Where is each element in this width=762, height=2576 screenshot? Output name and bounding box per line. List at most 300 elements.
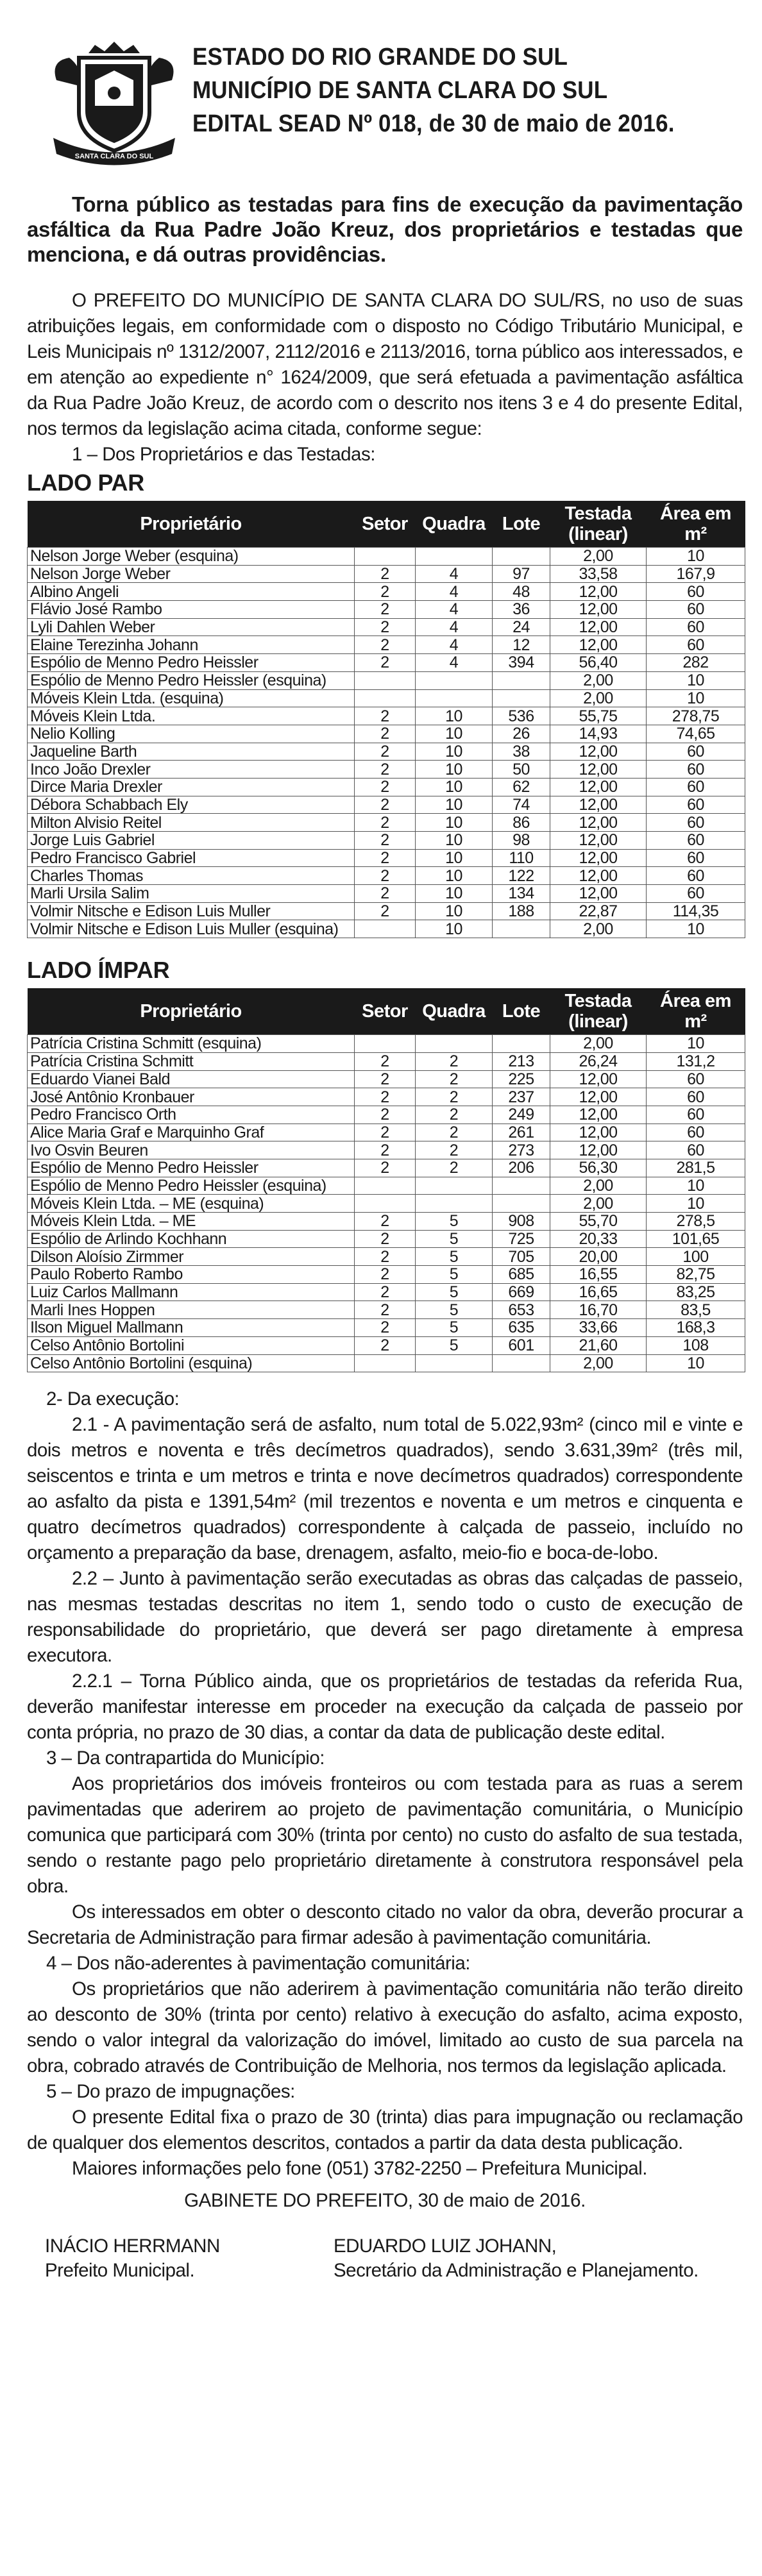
area-cell: 60: [647, 1106, 745, 1124]
area-cell: 82,75: [647, 1266, 745, 1284]
lote-cell: 134: [493, 885, 550, 903]
area-cell: 60: [647, 814, 745, 832]
owner-cell: Lyli Dahlen Weber: [28, 618, 355, 636]
lote-cell: 237: [493, 1088, 550, 1106]
lote-cell: 97: [493, 565, 550, 583]
owner-cell: Móveis Klein Ltda.: [28, 707, 355, 725]
area-cell: 60: [647, 583, 745, 601]
table-row: [28, 1195, 745, 1213]
quadra-cell: [416, 1177, 493, 1195]
table-row: [28, 725, 745, 743]
setor-cell: 2: [355, 1283, 416, 1301]
testada-cell: 12,00: [550, 618, 647, 636]
area-cell: 60: [647, 867, 745, 885]
gabinete-line: GABINETE DO PREFEITO, 30 de maio de 2016.: [184, 2190, 586, 2212]
paragraph-2-2: 2.2 – Junto à pavimentação serão executadas as obras das calçadas de passeio, nas mesmas testadas descritas no item 1, sendo todo o custo de execução de responsabilidade do proprietário, que deverá ser pago diretamente à empresa executora.: [27, 1568, 743, 1667]
col-lote: Lote: [493, 501, 550, 548]
quadra-cell: 5: [416, 1248, 493, 1266]
setor-cell: 2: [355, 583, 416, 601]
setor-cell: 2: [355, 778, 416, 796]
owner-cell: Jorge Luis Gabriel: [28, 832, 355, 850]
paragraph-2-1: 2.1 - A pavimentação será de asfalto, num total de 5.022,93m² (cinco mil e vinte e dois metros e noventa e três decímetros quadrados), sendo 3.631,39m² (três mil, seiscentos e trinta e um metros e trinta e nove decímetros quadrados) correspondente ao asfalto da pista e 1391,54m² (mil trezentos e noventa e um metros e cinquenta e quatro decímetros quadrados) correspondente à calçada de passeio, incluído no orçamento a preparação da base, drenagem, asfalto, meio-fio e boca-de-lobo.: [27, 1414, 743, 1564]
testada-cell: 2,00: [550, 671, 647, 689]
setor-cell: 2: [355, 707, 416, 725]
owner-cell: Dilson Aloísio Zirmmer: [28, 1248, 355, 1266]
area-cell: 60: [647, 778, 745, 796]
table-row: [28, 778, 745, 796]
setor-cell: 2: [355, 1124, 416, 1141]
quadra-cell: [416, 689, 493, 707]
owner-cell: José Antônio Kronbauer: [28, 1088, 355, 1106]
quadra-cell: 2: [416, 1159, 493, 1177]
testada-cell: 2,00: [550, 1035, 647, 1053]
col-setor: Setor: [355, 501, 416, 548]
contact-info: Maiores informações pelo fone (051) 3782-2250 – Prefeitura Municipal.: [72, 2158, 647, 2180]
quadra-cell: 5: [416, 1213, 493, 1231]
testada-cell: 12,00: [550, 601, 647, 619]
owner-cell: Ivo Osvin Beuren: [28, 1141, 355, 1159]
area-cell: 114,35: [647, 902, 745, 920]
table-row: [28, 1301, 745, 1319]
col-testada: Testada (linear): [550, 501, 647, 548]
signature-secretary: [334, 2234, 698, 2283]
section-3-heading: 3 – Da contrapartida do Município:: [46, 1747, 325, 1769]
testada-cell: 12,00: [550, 743, 647, 761]
col-testada: Testada (linear): [550, 988, 647, 1035]
lote-cell: 635: [493, 1319, 550, 1337]
area-cell: 83,25: [647, 1283, 745, 1301]
area-cell: 60: [647, 636, 745, 654]
paragraph-3b: Os interessados em obter o desconto citado no valor da obra, deverão procurar a Secretaria de Administração para firmar adesão à pavimentação comunitária.: [27, 1901, 743, 1949]
lote-cell: 225: [493, 1070, 550, 1088]
quadra-cell: 4: [416, 636, 493, 654]
setor-cell: 2: [355, 1213, 416, 1231]
area-cell: 60: [647, 832, 745, 850]
secretary-name: EDUARDO LUIZ JOHANN,: [334, 2235, 557, 2257]
quadra-cell: 10: [416, 832, 493, 850]
section-4-heading: 4 – Dos não-aderentes à pavimentação comunitária:: [46, 1953, 470, 1974]
quadra-cell: 10: [416, 920, 493, 938]
owner-cell: Celso Antônio Bortolini (esquina): [28, 1354, 355, 1372]
lado-par-rows: [28, 548, 745, 938]
lote-cell: 48: [493, 583, 550, 601]
paragraph-5: O presente Edital fixa o prazo de 30 (trinta) dias para impugnação ou reclamação de qualquer dos elementos descritos, contados a partir da data desta publicação.: [27, 2107, 743, 2154]
quadra-cell: 10: [416, 867, 493, 885]
setor-cell: [355, 1354, 416, 1372]
table-row: [28, 1248, 745, 1266]
table-row: [28, 743, 745, 761]
table-row: [28, 654, 745, 672]
lote-cell: [493, 671, 550, 689]
setor-cell: 2: [355, 654, 416, 672]
setor-cell: 2: [355, 1301, 416, 1319]
quadra-cell: 10: [416, 743, 493, 761]
area-cell: 100: [647, 1248, 745, 1266]
lote-cell: 261: [493, 1124, 550, 1141]
col-area: Área em m²: [647, 501, 745, 548]
table-row: [28, 1336, 745, 1354]
lote-cell: 122: [493, 867, 550, 885]
table-row: [28, 1141, 745, 1159]
testada-cell: 12,00: [550, 1088, 647, 1106]
paragraph-3a: Aos proprietários dos imóveis fronteiros ou com testada para as ruas a serem pavimentadas que aderirem ao projeto de pavimentação comunitária, o Município comunica que participará com 30% (trinta por cento) no custo do asfalto de sua testada, sendo o restante pago pelo proprietário diretamente à construtora responsável pela obra.: [27, 1773, 743, 1898]
lote-cell: 62: [493, 778, 550, 796]
table-row: [28, 814, 745, 832]
area-cell: 101,65: [647, 1230, 745, 1248]
testada-cell: 14,93: [550, 725, 647, 743]
quadra-cell: 2: [416, 1088, 493, 1106]
table-row: [28, 1124, 745, 1141]
testada-cell: 12,00: [550, 867, 647, 885]
setor-cell: 2: [355, 601, 416, 619]
setor-cell: 2: [355, 565, 416, 583]
setor-cell: [355, 689, 416, 707]
owner-cell: Pedro Francisco Gabriel: [28, 849, 355, 867]
edital-summary: Torna público as testadas para fins de execução da pavimentação asfáltica da Rua Padre João Kreuz, dos proprietários e testadas que menciona, e dá outras providências.: [27, 192, 743, 266]
quadra-cell: 10: [416, 814, 493, 832]
lado-impar-rows: [28, 1035, 745, 1372]
owner-cell: Débora Schabbach Ely: [28, 796, 355, 814]
area-cell: 60: [647, 618, 745, 636]
setor-cell: 2: [355, 1052, 416, 1070]
testada-cell: 33,58: [550, 565, 647, 583]
setor-cell: 2: [355, 796, 416, 814]
intro-paragraph: O PREFEITO DO MUNICÍPIO DE SANTA CLARA DO SUL/RS, no uso de suas atribuições legais, em conformidade com o disposto no Código Tributário Municipal, e Leis Municipais nº 1312/2007, 2112/2016 e 2113/2016, torna público aos interessados, e em atenção ao expediente n° 1624/2009, que será efetuada a pavimentação asfáltica da Rua Padre João Kreuz, de acordo com o descrito nos itens 3 e 4 do presente Edital, nos termos da legislação acima citada, conforme segue:: [27, 290, 743, 439]
lote-cell: [493, 689, 550, 707]
lado-impar-table: [27, 988, 745, 1372]
area-cell: 278,5: [647, 1213, 745, 1231]
table-row: [28, 1052, 745, 1070]
quadra-cell: 10: [416, 778, 493, 796]
area-cell: 60: [647, 743, 745, 761]
col-quadra: Quadra: [416, 501, 493, 548]
testada-cell: 12,00: [550, 636, 647, 654]
table-row: [28, 618, 745, 636]
testada-cell: 2,00: [550, 548, 647, 566]
owner-cell: Espólio de Arlindo Kochhann: [28, 1230, 355, 1248]
testada-cell: 55,75: [550, 707, 647, 725]
owner-cell: Eduardo Vianei Bald: [28, 1070, 355, 1088]
lote-cell: 12: [493, 636, 550, 654]
testada-cell: 12,00: [550, 885, 647, 903]
lote-cell: 86: [493, 814, 550, 832]
area-cell: 281,5: [647, 1159, 745, 1177]
quadra-cell: 10: [416, 849, 493, 867]
area-cell: 60: [647, 1124, 745, 1141]
setor-cell: 2: [355, 1070, 416, 1088]
lote-cell: 50: [493, 761, 550, 779]
quadra-cell: 5: [416, 1283, 493, 1301]
area-cell: 10: [647, 920, 745, 938]
document-header: [27, 35, 743, 170]
owner-cell: Flávio José Rambo: [28, 601, 355, 619]
quadra-cell: 5: [416, 1319, 493, 1337]
testada-cell: 20,33: [550, 1230, 647, 1248]
col-setor: Setor: [355, 988, 416, 1035]
signature-mayor: [45, 2234, 220, 2283]
table-row: [28, 849, 745, 867]
owner-cell: Patrícia Cristina Schmitt: [28, 1052, 355, 1070]
setor-cell: 2: [355, 1159, 416, 1177]
testada-cell: 56,30: [550, 1159, 647, 1177]
owner-cell: Nelson Jorge Weber: [28, 565, 355, 583]
table-row: [28, 1354, 745, 1372]
lote-cell: 601: [493, 1336, 550, 1354]
quadra-cell: 5: [416, 1266, 493, 1284]
owner-cell: Nelson Jorge Weber (esquina): [28, 548, 355, 566]
lote-cell: [493, 1035, 550, 1053]
owner-cell: Ilson Miguel Mallmann: [28, 1319, 355, 1337]
lote-cell: 908: [493, 1213, 550, 1231]
lote-cell: 98: [493, 832, 550, 850]
testada-cell: 21,60: [550, 1336, 647, 1354]
owner-cell: Patrícia Cristina Schmitt (esquina): [28, 1035, 355, 1053]
col-owner: Proprietário: [28, 501, 355, 548]
lado-impar-heading: LADO ÍMPAR: [27, 957, 170, 984]
owner-cell: Milton Alvisio Reitel: [28, 814, 355, 832]
testada-cell: 12,00: [550, 832, 647, 850]
owner-cell: Móveis Klein Ltda. – ME (esquina): [28, 1195, 355, 1213]
setor-cell: 2: [355, 1141, 416, 1159]
table-row: [28, 1106, 745, 1124]
owner-cell: Nelio Kolling: [28, 725, 355, 743]
quadra-cell: 10: [416, 885, 493, 903]
lote-cell: 36: [493, 601, 550, 619]
area-cell: 108: [647, 1336, 745, 1354]
table-row: [28, 796, 745, 814]
table-row: [28, 1230, 745, 1248]
area-cell: 60: [647, 796, 745, 814]
owner-cell: Celso Antônio Bortolini: [28, 1336, 355, 1354]
owner-cell: Espólio de Menno Pedro Heissler (esquina): [28, 1177, 355, 1195]
owner-cell: Volmir Nitsche e Edison Luis Muller (esquina): [28, 920, 355, 938]
quadra-cell: 2: [416, 1106, 493, 1124]
setor-cell: [355, 1195, 416, 1213]
area-cell: 60: [647, 849, 745, 867]
table-row: [28, 565, 745, 583]
quadra-cell: 10: [416, 725, 493, 743]
setor-cell: 2: [355, 885, 416, 903]
setor-cell: 2: [355, 743, 416, 761]
paragraph-4: Os proprietários que não aderirem à pavimentação comunitária não terão direito ao desconto de 30% (trinta por cento) relativo à execução do asfalto, acima exposto, sendo o valor integral da valorização do imóvel, limitado ao custo de sua parcela na obra, cobrado através de Contribuição de Melhoria, nos termos da legislação aplicada.: [27, 1978, 743, 2077]
owner-cell: Pedro Francisco Orth: [28, 1106, 355, 1124]
table-row: [28, 636, 745, 654]
table-row: [28, 1070, 745, 1088]
testada-cell: 26,24: [550, 1052, 647, 1070]
table-row: [28, 885, 745, 903]
crest-ribbon-text: SANTA CLARA DO SUL: [74, 153, 154, 160]
quadra-cell: 5: [416, 1230, 493, 1248]
setor-cell: 2: [355, 1336, 416, 1354]
setor-cell: 2: [355, 867, 416, 885]
owner-cell: Dirce Maria Drexler: [28, 778, 355, 796]
quadra-cell: [416, 1354, 493, 1372]
table-row: [28, 583, 745, 601]
quadra-cell: 5: [416, 1301, 493, 1319]
testada-cell: 12,00: [550, 761, 647, 779]
setor-cell: [355, 671, 416, 689]
area-cell: 10: [647, 671, 745, 689]
lote-cell: 725: [493, 1230, 550, 1248]
owner-cell: Charles Thomas: [28, 867, 355, 885]
testada-cell: 33,66: [550, 1319, 647, 1337]
quadra-cell: 4: [416, 618, 493, 636]
testada-cell: 2,00: [550, 1195, 647, 1213]
area-cell: 74,65: [647, 725, 745, 743]
area-cell: 10: [647, 689, 745, 707]
lote-cell: 74: [493, 796, 550, 814]
setor-cell: 2: [355, 1319, 416, 1337]
area-cell: 131,2: [647, 1052, 745, 1070]
lote-cell: 536: [493, 707, 550, 725]
paragraph-2-2-1: 2.2.1 – Torna Público ainda, que os proprietários de testadas da referida Rua, deverão manifestar interesse em proceder na execução da calçada de passeio por conta própria, no prazo de 30 dias, a contar da data de publicação deste edital.: [27, 1671, 743, 1744]
setor-cell: 2: [355, 1230, 416, 1248]
testada-cell: 12,00: [550, 849, 647, 867]
municipality-title: MUNICÍPIO DE SANTA CLARA DO SUL: [192, 77, 608, 104]
lote-cell: 394: [493, 654, 550, 672]
testada-cell: 12,00: [550, 583, 647, 601]
quadra-cell: 2: [416, 1141, 493, 1159]
coat-of-arms-icon: [44, 42, 185, 170]
lote-cell: 213: [493, 1052, 550, 1070]
owner-cell: Móveis Klein Ltda. – ME: [28, 1213, 355, 1231]
lote-cell: 38: [493, 743, 550, 761]
setor-cell: 2: [355, 832, 416, 850]
setor-cell: 2: [355, 725, 416, 743]
setor-cell: 2: [355, 1248, 416, 1266]
lote-cell: [493, 1354, 550, 1372]
quadra-cell: 2: [416, 1070, 493, 1088]
section-5-heading: 5 – Do prazo de impugnações:: [46, 2081, 295, 2103]
quadra-cell: 10: [416, 796, 493, 814]
owner-cell: Espólio de Menno Pedro Heissler: [28, 654, 355, 672]
lote-cell: 110: [493, 849, 550, 867]
area-cell: 10: [647, 548, 745, 566]
table-row: [28, 707, 745, 725]
mayor-role: Prefeito Municipal.: [45, 2260, 195, 2282]
lote-cell: 705: [493, 1248, 550, 1266]
area-cell: 60: [647, 601, 745, 619]
table-row: [28, 1319, 745, 1337]
owner-cell: Inco João Drexler: [28, 761, 355, 779]
table-row: [28, 761, 745, 779]
quadra-cell: 2: [416, 1124, 493, 1141]
setor-cell: 2: [355, 1088, 416, 1106]
col-owner: Proprietário: [28, 988, 355, 1035]
lote-cell: 653: [493, 1301, 550, 1319]
table-row: [28, 1283, 745, 1301]
testada-cell: 12,00: [550, 1141, 647, 1159]
owner-cell: Elaine Terezinha Johann: [28, 636, 355, 654]
area-cell: 10: [647, 1035, 745, 1053]
table-header-row: [28, 501, 745, 548]
col-quadra: Quadra: [416, 988, 493, 1035]
quadra-cell: 4: [416, 583, 493, 601]
lote-cell: [493, 548, 550, 566]
owner-cell: Espólio de Menno Pedro Heissler (esquina): [28, 671, 355, 689]
lote-cell: [493, 1177, 550, 1195]
table-row: [28, 1159, 745, 1177]
lado-par-table: [27, 501, 745, 938]
testada-cell: 2,00: [550, 689, 647, 707]
area-cell: 60: [647, 1088, 745, 1106]
table-row: [28, 671, 745, 689]
lote-cell: 24: [493, 618, 550, 636]
lote-cell: 669: [493, 1283, 550, 1301]
mayor-name: INÁCIO HERRMANN: [45, 2235, 220, 2257]
lote-cell: [493, 1195, 550, 1213]
area-cell: 60: [647, 1141, 745, 1159]
setor-cell: 2: [355, 636, 416, 654]
setor-cell: 2: [355, 849, 416, 867]
quadra-cell: [416, 1195, 493, 1213]
setor-cell: 2: [355, 1106, 416, 1124]
table-row: [28, 1266, 745, 1284]
setor-cell: 2: [355, 1266, 416, 1284]
testada-cell: 12,00: [550, 814, 647, 832]
quadra-cell: 10: [416, 902, 493, 920]
table-row: [28, 601, 745, 619]
owner-cell: Espólio de Menno Pedro Heissler: [28, 1159, 355, 1177]
quadra-cell: 4: [416, 601, 493, 619]
quadra-cell: [416, 548, 493, 566]
area-cell: 10: [647, 1195, 745, 1213]
testada-cell: 12,00: [550, 1070, 647, 1088]
setor-cell: [355, 1177, 416, 1195]
area-cell: 60: [647, 1070, 745, 1088]
lado-par-heading: LADO PAR: [27, 469, 144, 496]
owner-cell: Albino Angeli: [28, 583, 355, 601]
setor-cell: [355, 1035, 416, 1053]
testada-cell: 16,70: [550, 1301, 647, 1319]
col-lote: Lote: [493, 988, 550, 1035]
owner-cell: Paulo Roberto Rambo: [28, 1266, 355, 1284]
owner-cell: Marli Ursila Salim: [28, 885, 355, 903]
lote-cell: 273: [493, 1141, 550, 1159]
table-row: [28, 920, 745, 938]
area-cell: 10: [647, 1177, 745, 1195]
area-cell: 60: [647, 885, 745, 903]
owner-cell: Luiz Carlos Mallmann: [28, 1283, 355, 1301]
testada-cell: 22,87: [550, 902, 647, 920]
area-cell: 60: [647, 761, 745, 779]
lote-cell: 685: [493, 1266, 550, 1284]
table-row: [28, 867, 745, 885]
testada-cell: 56,40: [550, 654, 647, 672]
setor-cell: 2: [355, 761, 416, 779]
area-cell: 282: [647, 654, 745, 672]
secretary-role: Secretário da Administração e Planejamento.: [334, 2260, 698, 2282]
owner-cell: Alice Maria Graf e Marquinho Graf: [28, 1124, 355, 1141]
lote-cell: 206: [493, 1159, 550, 1177]
owner-cell: Marli Ines Hoppen: [28, 1301, 355, 1319]
quadra-cell: [416, 1035, 493, 1053]
quadra-cell: 4: [416, 565, 493, 583]
lote-cell: 249: [493, 1106, 550, 1124]
testada-cell: 2,00: [550, 920, 647, 938]
testada-cell: 2,00: [550, 1354, 647, 1372]
setor-cell: 2: [355, 902, 416, 920]
lote-cell: 188: [493, 902, 550, 920]
area-cell: 83,5: [647, 1301, 745, 1319]
quadra-cell: 5: [416, 1336, 493, 1354]
testada-cell: 16,55: [550, 1266, 647, 1284]
owner-cell: Jaqueline Barth: [28, 743, 355, 761]
quadra-cell: 10: [416, 761, 493, 779]
area-cell: 167,9: [647, 565, 745, 583]
table-row: [28, 1088, 745, 1106]
setor-cell: 2: [355, 814, 416, 832]
